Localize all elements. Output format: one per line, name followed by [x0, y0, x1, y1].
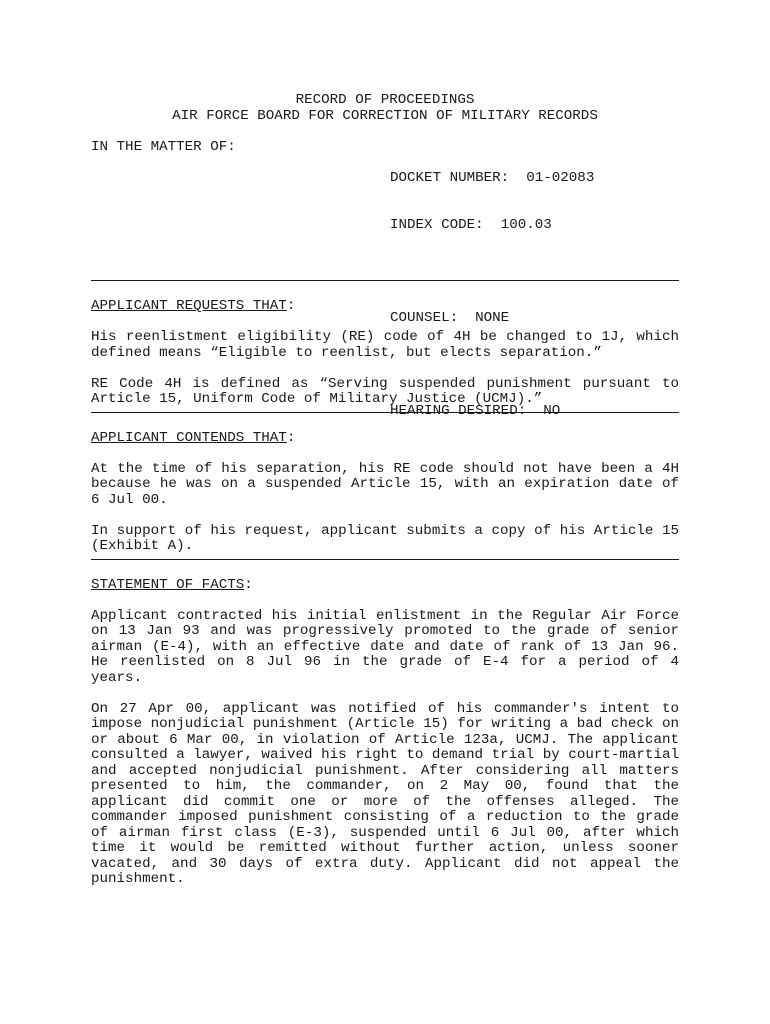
- document-page: [91, 93, 679, 888]
- document-title: RECORD OF PROCEEDINGS: [295, 92, 475, 108]
- index-code: INDEX CODE: 100.03: [390, 216, 552, 233]
- document-subtitle: AIR FORCE BOARD FOR CORRECTION OF MILITARY RECORDS: [172, 107, 598, 124]
- docket-number: DOCKET NUMBER: 01-02083: [390, 170, 595, 186]
- section-heading-facts: STATEMENT OF FACTS:: [91, 576, 253, 593]
- facts-paragraph-1: Applicant contracted his initial enlistment in the Regular Air Force on 13 Jan 93 and was progressively promoted to the grade of senior airman (E-4), with an effective date and date of rank of 13 Jan 96. He reenlisted on 8 Jul 96 in the grade of E-4 for a period of 4 years.: [91, 607, 679, 686]
- hearing-desired: HEARING DESIRED: NO: [390, 402, 561, 419]
- requests-paragraph-2: RE Code 4H is defined as “Serving suspended punishment pursuant to Article 15, Uniform Code of Military Justice (UCMJ).”: [91, 375, 679, 407]
- matter-label: IN THE MATTER OF:: [91, 139, 236, 155]
- matter-details: [390, 140, 594, 450]
- contends-paragraph-2: In support of his request, applicant submits a copy of his Article 15 (Exhibit A).: [91, 522, 679, 554]
- requests-paragraph-1: His reenlistment eligibility (RE) code of 4H be changed to 1J, which defined means “Eligible to reenlist, but elects separation.”: [91, 329, 679, 361]
- section-heading-requests: APPLICANT REQUESTS THAT:: [91, 298, 296, 314]
- counsel: COUNSEL: NONE: [390, 309, 510, 326]
- facts-paragraph-2: On 27 Apr 00, applicant was notified of his commander's intent to impose nonjudicial punishment (Article 15) for writing a bad check on or about 6 Mar 00, in violation of Article 123a, UCMJ. The applicant consulted a lawyer, waived his right to demand trial by court-martial and accepted nonjudicial punishment. After considering all matters presented to him, the commander, on 2 May 00, found that the applicant did commit one or more of the offenses alleged. The commander imposed punishment consisting of a reduction to the grade of airman first class (E-3), suspended until 6 Jul 00, after which time it would be remitted without further action, unless sooner vacated, and 30 days of extra duty. Applicant did not appeal the punishment.: [91, 700, 679, 887]
- section-heading-contends: APPLICANT CONTENDS THAT:: [91, 429, 296, 446]
- contends-paragraph-1: At the time of his separation, his RE code should not have been a 4H because he was on a suspended Article 15, with an expiration date of 6 Jul 00.: [91, 460, 679, 508]
- section-divider: [91, 559, 679, 560]
